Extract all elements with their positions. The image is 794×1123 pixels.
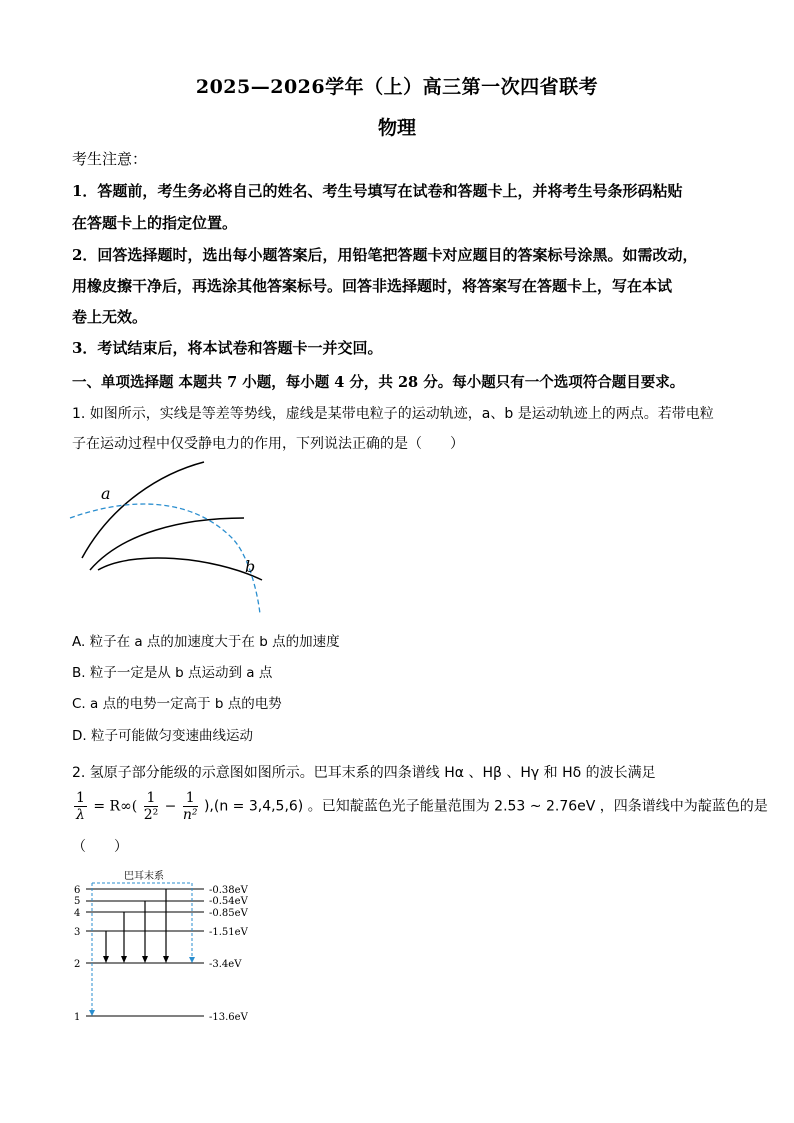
notice-line-2: 在答题卡上的指定位置。 [72, 214, 238, 232]
q1-option-b: B. 粒子一定是从 b 点运动到 a 点 [72, 665, 273, 681]
formula-lhs-fraction [74, 790, 87, 823]
section-heading: 一、单项选择题 本题共 7 小题，每小题 4 分，共 28 分。每小题只有一个选项符合题目要求。 [72, 374, 685, 391]
dashed-right-arrowhead [189, 957, 195, 963]
level-5-number: 5 [74, 896, 81, 907]
level-2-energy: -3.4eV [209, 959, 242, 970]
level-2-number: 2 [74, 959, 81, 970]
formula-f1-num: 1 [144, 790, 159, 807]
balmer-formula [72, 790, 768, 823]
notice-heading: 考生注意： [72, 150, 148, 168]
q1-stem-line-1: 1. 如图所示，实线是等差等势线，虚线是某带电粒子的运动轨迹，a、b 是运动轨迹上的两点。若带电粒 [72, 406, 714, 422]
level-3-energy: -1.51eV [209, 927, 248, 938]
formula-fraction-1 [144, 790, 159, 823]
notice-line-4: 用橡皮擦干净后，再选涂其他答案标号。回答非选择题时，将答案写在答题卡上，写在本试 [72, 277, 673, 295]
level-5-energy: -0.54eV [209, 896, 248, 907]
q1-option-c: C. a 点的电势一定高于 b 点的电势 [72, 696, 282, 712]
h-delta-arrowhead [163, 956, 169, 963]
dashed-left-arrowhead [89, 1010, 95, 1016]
q1-stem-line-2: 子在运动过程中仅受静电力的作用，下列说法正确的是（ ） [72, 436, 464, 452]
formula-minus: − [164, 798, 177, 815]
level-4-energy: -0.85eV [209, 908, 248, 919]
q2-stem-line-1: 2. 氢原子部分能级的示意图如图所示。巴耳末系的四条谱线 Hα 、Hβ 、Hγ 和 Hδ 的波长满足 [72, 765, 656, 781]
level-1-energy: -13.6eV [209, 1012, 248, 1023]
equipotential-line-1 [82, 462, 204, 558]
formula-rinf: = R∞( [93, 798, 138, 815]
exam-title: 2025—2026学年（上）高三第一次四省联考 [195, 76, 599, 98]
h-gamma-arrowhead [142, 956, 148, 963]
formula-f2-num: 1 [183, 790, 198, 807]
balmer-series-label: 巴耳末系 [124, 871, 164, 882]
formula-fraction-2 [183, 790, 198, 823]
equipotential-line-3 [98, 558, 262, 580]
point-b-label: b [245, 557, 256, 576]
formula-lhs-den: λ [76, 807, 85, 823]
formula-tail: ),(n = 3,4,5,6) 。已知靛蓝色光子能量范围为 2.53 ~ 2.76eV ，四条谱线中为靛蓝色的是 [203, 798, 768, 815]
q1-option-a: A. 粒子在 a 点的加速度大于在 b 点的加速度 [72, 634, 340, 650]
particle-trajectory [70, 504, 260, 614]
q1-option-d: D. 粒子可能做匀变速曲线运动 [72, 728, 253, 744]
equipotential-line-2 [90, 518, 244, 570]
energy-level-figure [66, 866, 266, 1026]
notice-line-3: 2．回答选择题时，选出每小题答案后，用铅笔把答题卡对应题目的答案标号涂黑。如需改动， [72, 246, 698, 264]
h-alpha-arrowhead [103, 956, 109, 963]
level-6-number: 6 [74, 885, 81, 896]
formula-f1-den: 2² [143, 807, 159, 823]
notice-line-6: 3．考试结束后，将本试卷和答题卡一并交回。 [72, 339, 383, 357]
level-3-number: 3 [74, 927, 81, 938]
h-beta-arrowhead [121, 956, 127, 963]
exam-subject: 物理 [377, 117, 416, 139]
q2-stem-line-3: （ ） [72, 839, 128, 855]
level-1-number: 1 [74, 1012, 81, 1023]
level-6-energy: -0.38eV [209, 885, 248, 896]
level-4-number: 4 [74, 908, 81, 919]
notice-line-1: 1．答题前，考生务必将自己的姓名、考生号填写在试卷和答题卡上，并将考生号条形码粘贴 [72, 182, 683, 200]
q1-figure [62, 458, 272, 618]
notice-line-5: 卷上无效。 [72, 308, 148, 326]
point-a-label: a [101, 484, 111, 503]
formula-lhs-num: 1 [76, 790, 85, 806]
formula-f2-den: n² [182, 807, 198, 823]
